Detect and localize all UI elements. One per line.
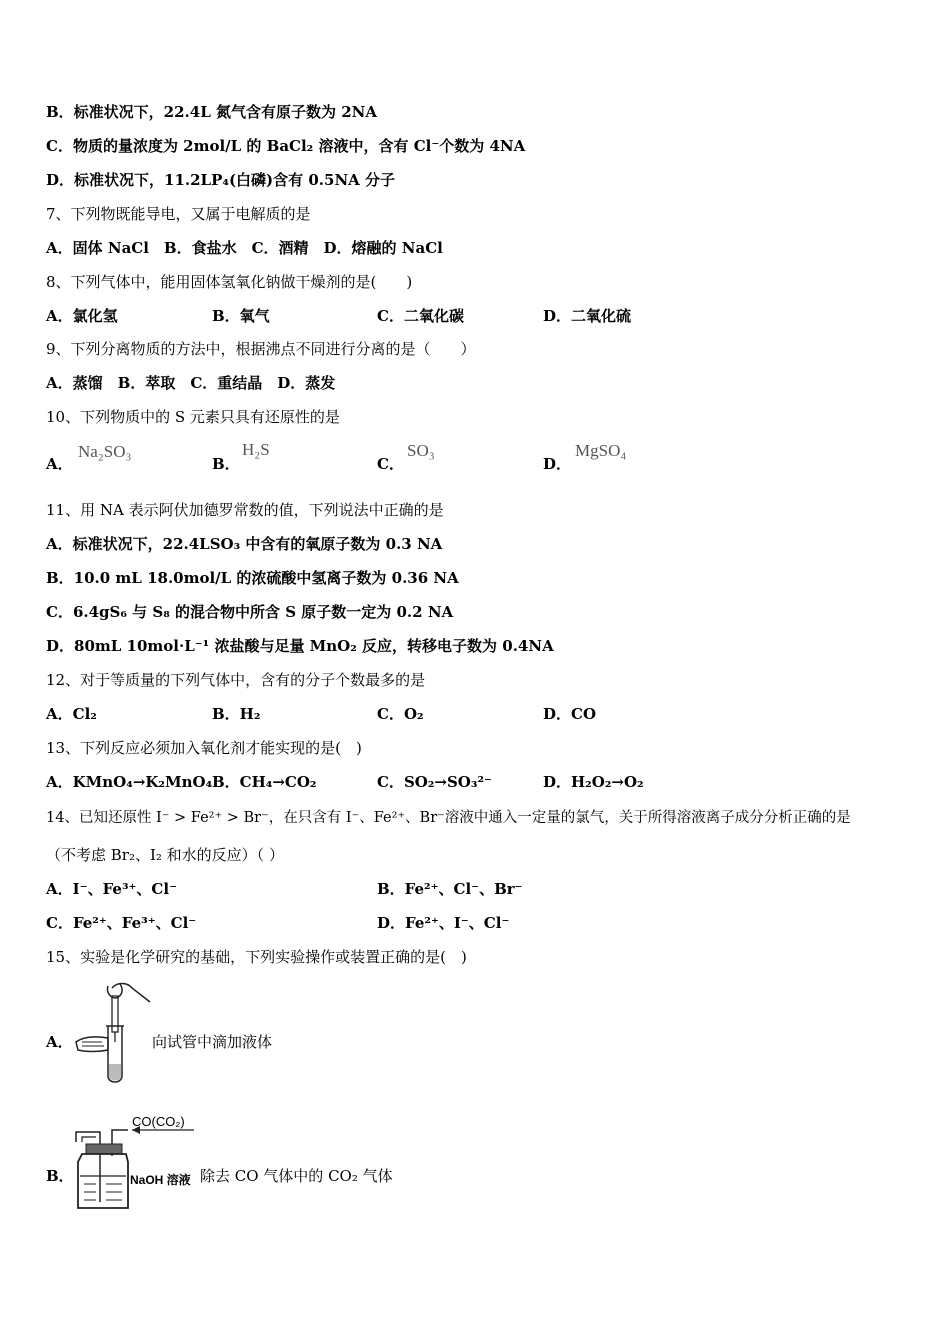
q13-option-b: B．CH₄→CO₂ <box>212 773 317 791</box>
q11-option-b: B．10.0 mL 18.0mol/L 的浓硫酸中氢离子数为 0.36 NA <box>46 569 459 587</box>
q13-option-a: A．KMnO₄→K₂MnO₄ <box>46 773 213 791</box>
q12-option-c: C．O₂ <box>377 705 424 723</box>
q8-option-d: D．二氧化硫 <box>543 307 632 325</box>
q10-option-c: C． <box>377 455 404 473</box>
q10-formula-c: SO₃ <box>407 441 435 460</box>
q7-stem: 7、下列物既能导电，又属于电解质的是 <box>46 205 311 223</box>
fig-b-gas-label: CO(CO₂) <box>132 1114 185 1129</box>
q11-option-d: D．80mL 10mol·L⁻¹ 浓盐酸与足量 MnO₂ 反应，转移电子数为 0.4NA <box>46 637 554 655</box>
q7-options: A．固体 NaCl B．食盐水 C．酒精 D．熔融的 NaCl <box>46 239 443 257</box>
q11-stem: 11、用 NA 表示阿伏加德罗常数的值，下列说法中正确的是 <box>46 501 444 519</box>
q14-stem: 14、已知还原性 I⁻ > Fe²⁺ > Br⁻，在只含有 I⁻、Fe²⁺、Br⁻溶液中通入一定量的氯气，关于所得溶液离子成分分析正确的是 <box>46 810 851 826</box>
q10-stem: 10、下列物质中的 S 元素只具有还原性的是 <box>46 408 340 426</box>
q9-stem: 9、下列分离物质的方法中，根据沸点不同进行分离的是（ ） <box>46 340 476 358</box>
q10-option-b: B． <box>212 455 240 473</box>
q15-option-a-label: A． <box>46 1033 73 1051</box>
q6-option-c: C．物质的量浓度为 2mol/L 的 BaCl₂ 溶液中，含有 Cl⁻个数为 4NA <box>46 137 526 155</box>
q13-option-d: D．H₂O₂→O₂ <box>543 773 644 791</box>
q14-stem-cont: （不考虑 Br₂、I₂ 和水的反应）（ ） <box>46 846 284 864</box>
q15-option-a-caption: 向试管中滴加液体 <box>152 1033 273 1051</box>
q13-option-c: C．SO₂→SO₃²⁻ <box>377 773 492 791</box>
q10-formula-b: H₂S <box>242 440 270 459</box>
q6-option-b: B．标准状况下，22.4L 氮气含有原子数为 2NA <box>46 103 377 121</box>
test-tube-dropper-figure <box>72 980 154 1090</box>
q10-option-a: A． <box>46 455 73 473</box>
q12-stem: 12、对于等质量的下列气体中，含有的分子个数最多的是 <box>46 671 426 689</box>
q10-option-d: D． <box>543 455 572 473</box>
q14-option-c: C．Fe²⁺、Fe³⁺、Cl⁻ <box>46 914 197 932</box>
q15-option-b-caption: 除去 CO 气体中的 CO₂ 气体 <box>200 1167 393 1185</box>
q10-formula-d: MgSO₄ <box>575 441 627 460</box>
q11-option-c: C．6.4gS₆ 与 S₈ 的混合物中所含 S 原子数一定为 0.2 NA <box>46 603 454 621</box>
q15-option-b-label: B． <box>46 1167 74 1185</box>
q10-formula-a: Na₂SO₃ <box>78 442 132 461</box>
q12-option-d: D．CO <box>543 705 597 723</box>
q14-option-d: D．Fe²⁺、I⁻、Cl⁻ <box>377 914 510 932</box>
q12-option-a: A．Cl₂ <box>46 705 97 723</box>
q14-option-b: B．Fe²⁺、Cl⁻、Br⁻ <box>377 880 523 898</box>
q8-option-b: B．氧气 <box>212 307 270 325</box>
fig-b-solution-label: NaOH 溶液 <box>130 1173 191 1187</box>
q11-option-a: A．标准状况下，22.4LSO₃ 中含有的氧原子数为 0.3 NA <box>46 535 443 553</box>
q8-stem: 8、下列气体中，能用固体氢氧化钠做干燥剂的是( ) <box>46 273 413 291</box>
q14-option-a: A．I⁻、Fe³⁺、Cl⁻ <box>46 880 177 898</box>
q6-option-d: D．标准状况下，11.2LP₄(白磷)含有 0.5NA 分子 <box>46 171 396 189</box>
q13-stem: 13、下列反应必须加入氧化剂才能实现的是( ) <box>46 739 362 757</box>
q9-options: A．蒸馏 B．萃取 C．重结晶 D．蒸发 <box>46 374 336 392</box>
q12-option-b: B．H₂ <box>212 705 261 723</box>
q15-stem: 15、实验是化学研究的基础，下列实验操作或装置正确的是( ) <box>46 948 467 966</box>
q8-option-a: A．氯化氢 <box>46 307 118 325</box>
q8-option-c: C．二氧化碳 <box>377 307 464 325</box>
